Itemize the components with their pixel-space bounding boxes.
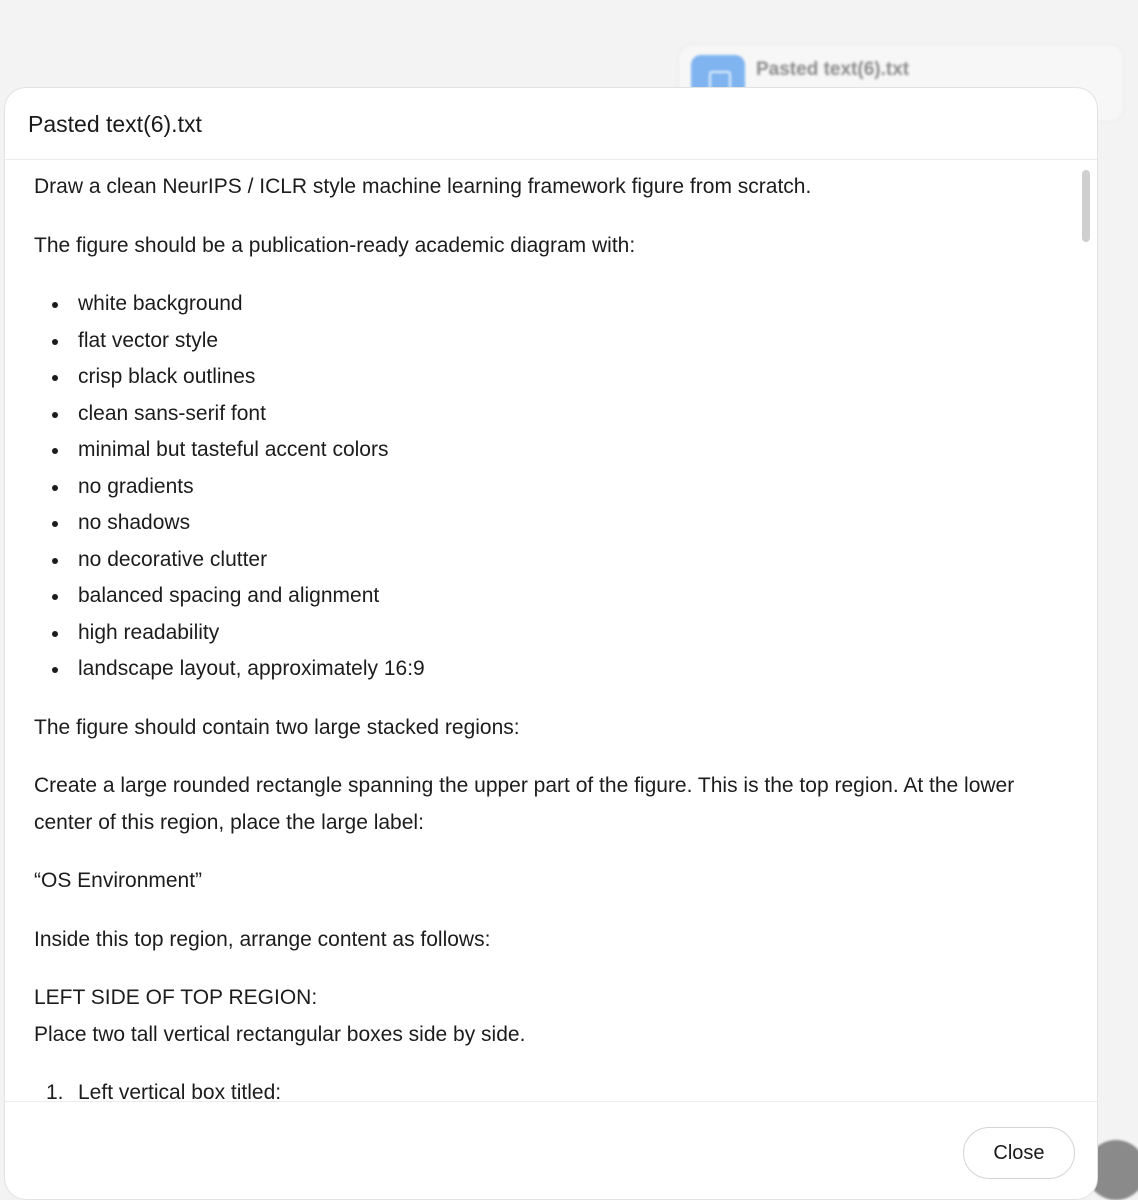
file-preview-modal bbox=[4, 87, 1098, 1200]
list-item: balanced spacing and alignment bbox=[34, 578, 1049, 615]
list-number: 1. bbox=[46, 1081, 64, 1101]
list-item: high readability bbox=[34, 615, 1049, 652]
scrollbar[interactable] bbox=[1079, 162, 1093, 1100]
attachment-file-name: Pasted text(6).txt bbox=[756, 59, 910, 80]
close-button[interactable]: Close bbox=[963, 1127, 1075, 1179]
list-item: crisp black outlines bbox=[34, 359, 1049, 396]
list-item: landscape layout, approximately 16:9 bbox=[34, 651, 1049, 688]
paragraph: Draw a clean NeurIPS / ICLR style machine learning framework figure from scratch. bbox=[34, 175, 812, 198]
list-item: no shadows bbox=[34, 505, 1049, 542]
paragraph: Place two tall vertical rectangular boxes side by side. bbox=[34, 1022, 526, 1046]
list-item: clean sans-serif font bbox=[34, 396, 1049, 433]
paragraph: Create a large rounded rectangle spanning the upper part of the figure. This is the top region. At the lower center of this region, place the large label: bbox=[34, 774, 1015, 834]
paragraph: The figure should be a publication-ready academic diagram with: bbox=[34, 233, 636, 257]
modal-footer bbox=[5, 1101, 1097, 1200]
modal-title: Pasted text(6).txt bbox=[28, 111, 202, 137]
list-item: no decorative clutter bbox=[34, 542, 1049, 579]
modal-header bbox=[5, 88, 1097, 160]
list-item-text: Left vertical box titled: bbox=[78, 1081, 282, 1101]
modal-content[interactable] bbox=[5, 161, 1097, 1101]
scrollbar-thumb[interactable] bbox=[1082, 170, 1090, 242]
list-item: flat vector style bbox=[34, 323, 1049, 360]
bullet-list bbox=[34, 286, 1049, 688]
section-heading: LEFT SIDE OF TOP REGION: bbox=[34, 986, 318, 1009]
list-item: white background bbox=[34, 286, 1049, 323]
paragraph: The figure should contain two large stacked regions: bbox=[34, 715, 520, 739]
paragraph: “OS Environment” bbox=[34, 869, 203, 892]
list-item: no gradients bbox=[34, 469, 1049, 506]
paragraph: Inside this top region, arrange content as follows: bbox=[34, 927, 491, 951]
list-item bbox=[34, 1075, 1049, 1101]
numbered-list bbox=[34, 1075, 1049, 1101]
list-item: minimal but tasteful accent colors bbox=[34, 432, 1049, 469]
